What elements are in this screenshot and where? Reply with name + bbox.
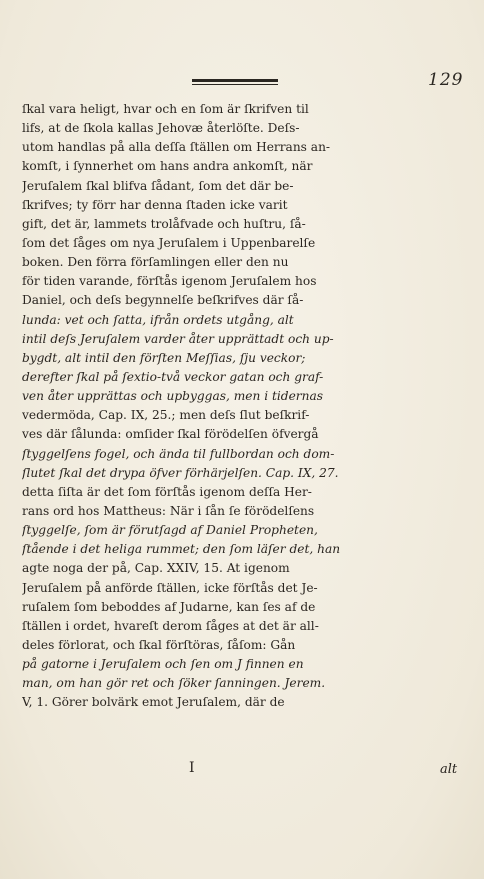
text-line: komſt, i ſynnerhet om hans andra ankomſt, när <box>22 159 313 174</box>
text-line: utom handlas på alla deſſa ſtällen om Herrans an- <box>22 140 331 155</box>
text-line: deles förlorat, och ſkal förſtöras, ſåſom: Gån <box>22 637 296 652</box>
header-rule <box>192 79 278 86</box>
text-line: gift, det är, lammets trolåfvade och huſtru, ſå- <box>22 216 306 231</box>
text-line: på gatorne i Jeruſalem och ſen om J finnen en <box>22 657 304 672</box>
text-line: ſkal vara heligt, hvar och en ſom är ſkrifven til <box>22 102 309 116</box>
text-line: för tiden varande, förſtås igenom Jeruſalem hos <box>22 274 317 289</box>
text-line: Daniel, och deſs begynnelſe beſkrifves där ſå- <box>22 293 304 308</box>
text-line: detta ſiſta är det ſom förſtås igenom deſſa Her- <box>22 484 312 499</box>
text-line: ves där ſålunda: omſider ſkal förödelſen öfvergå <box>22 427 319 442</box>
text-line: derefter ſkal på ſextio-två veckor gatan och graf- <box>22 369 324 384</box>
text-line: ſom det ſåges om nya Jeruſalem i Uppenbarelſe <box>22 235 316 250</box>
text-line: Jeruſalem på anförde ſtällen, icke förſtås det Je- <box>22 580 318 595</box>
text-line: intil deſs Jeruſalem varder åter upprättadt och up- <box>22 331 334 346</box>
text-line: ſtyggelſe, ſom är förutſagd af Daniel Propheten, <box>22 523 318 538</box>
signature-mark: I <box>189 760 195 776</box>
text-line: Jeruſalem ſkal blifva ſådant, ſom det där be- <box>22 178 294 193</box>
text-line: vedermöda, Cap. IX, 25.; men deſs ſlut beſkrif- <box>22 408 310 423</box>
text-line: boken. Den förra förſamlingen eller den nu <box>22 255 289 270</box>
text-line: ſtående i det heliga rummet; den ſom läſer det, han <box>22 542 341 557</box>
text-line: ſlutet ſkal det drypa öfver förhärjelſen. Cap. IX, 27. <box>22 465 339 480</box>
text-line: bygdt, alt intil den förſten Meſſias, ſju veckor; <box>22 350 306 365</box>
text-line: ven åter upprättas och upbyggas, men i tidernas <box>22 389 323 404</box>
text-line: ruſalem ſom beboddes af Judarne, kan ſes af de <box>22 599 316 614</box>
text-line: lifs, at de ſkola kallas Jehovæ återlöſte. Deſs- <box>22 121 300 136</box>
body-text <box>22 100 462 713</box>
text-line: man, om han gör ret och ſöker ſanningen. Jerem. <box>22 676 326 691</box>
text-line: ſtyggelſens fogel, och ända til fullbordan och dom- <box>22 446 335 461</box>
catchword: alt <box>440 762 458 777</box>
header-rule-thin <box>192 84 278 85</box>
header-rule-thick <box>192 79 278 82</box>
text-line: lunda: vet och ſatta, ifrån ordets utgång, alt <box>22 312 294 327</box>
page-number: 129 <box>428 70 464 90</box>
text-line: V, 1. Görer bolvärk emot Jeruſalem, där de <box>22 695 285 710</box>
text-line: ſtällen i ordet, hvareſt derom ſåges at det är all- <box>22 618 319 633</box>
text-line: ſkrifves; ty förr har denna ſtaden icke varit <box>22 197 288 212</box>
text-line: agte noga der på, Cap. XXIV, 15. At igenom <box>22 561 290 576</box>
text-line: rans ord hos Mattheus: När i ſån ſe förödelſens <box>22 503 315 518</box>
